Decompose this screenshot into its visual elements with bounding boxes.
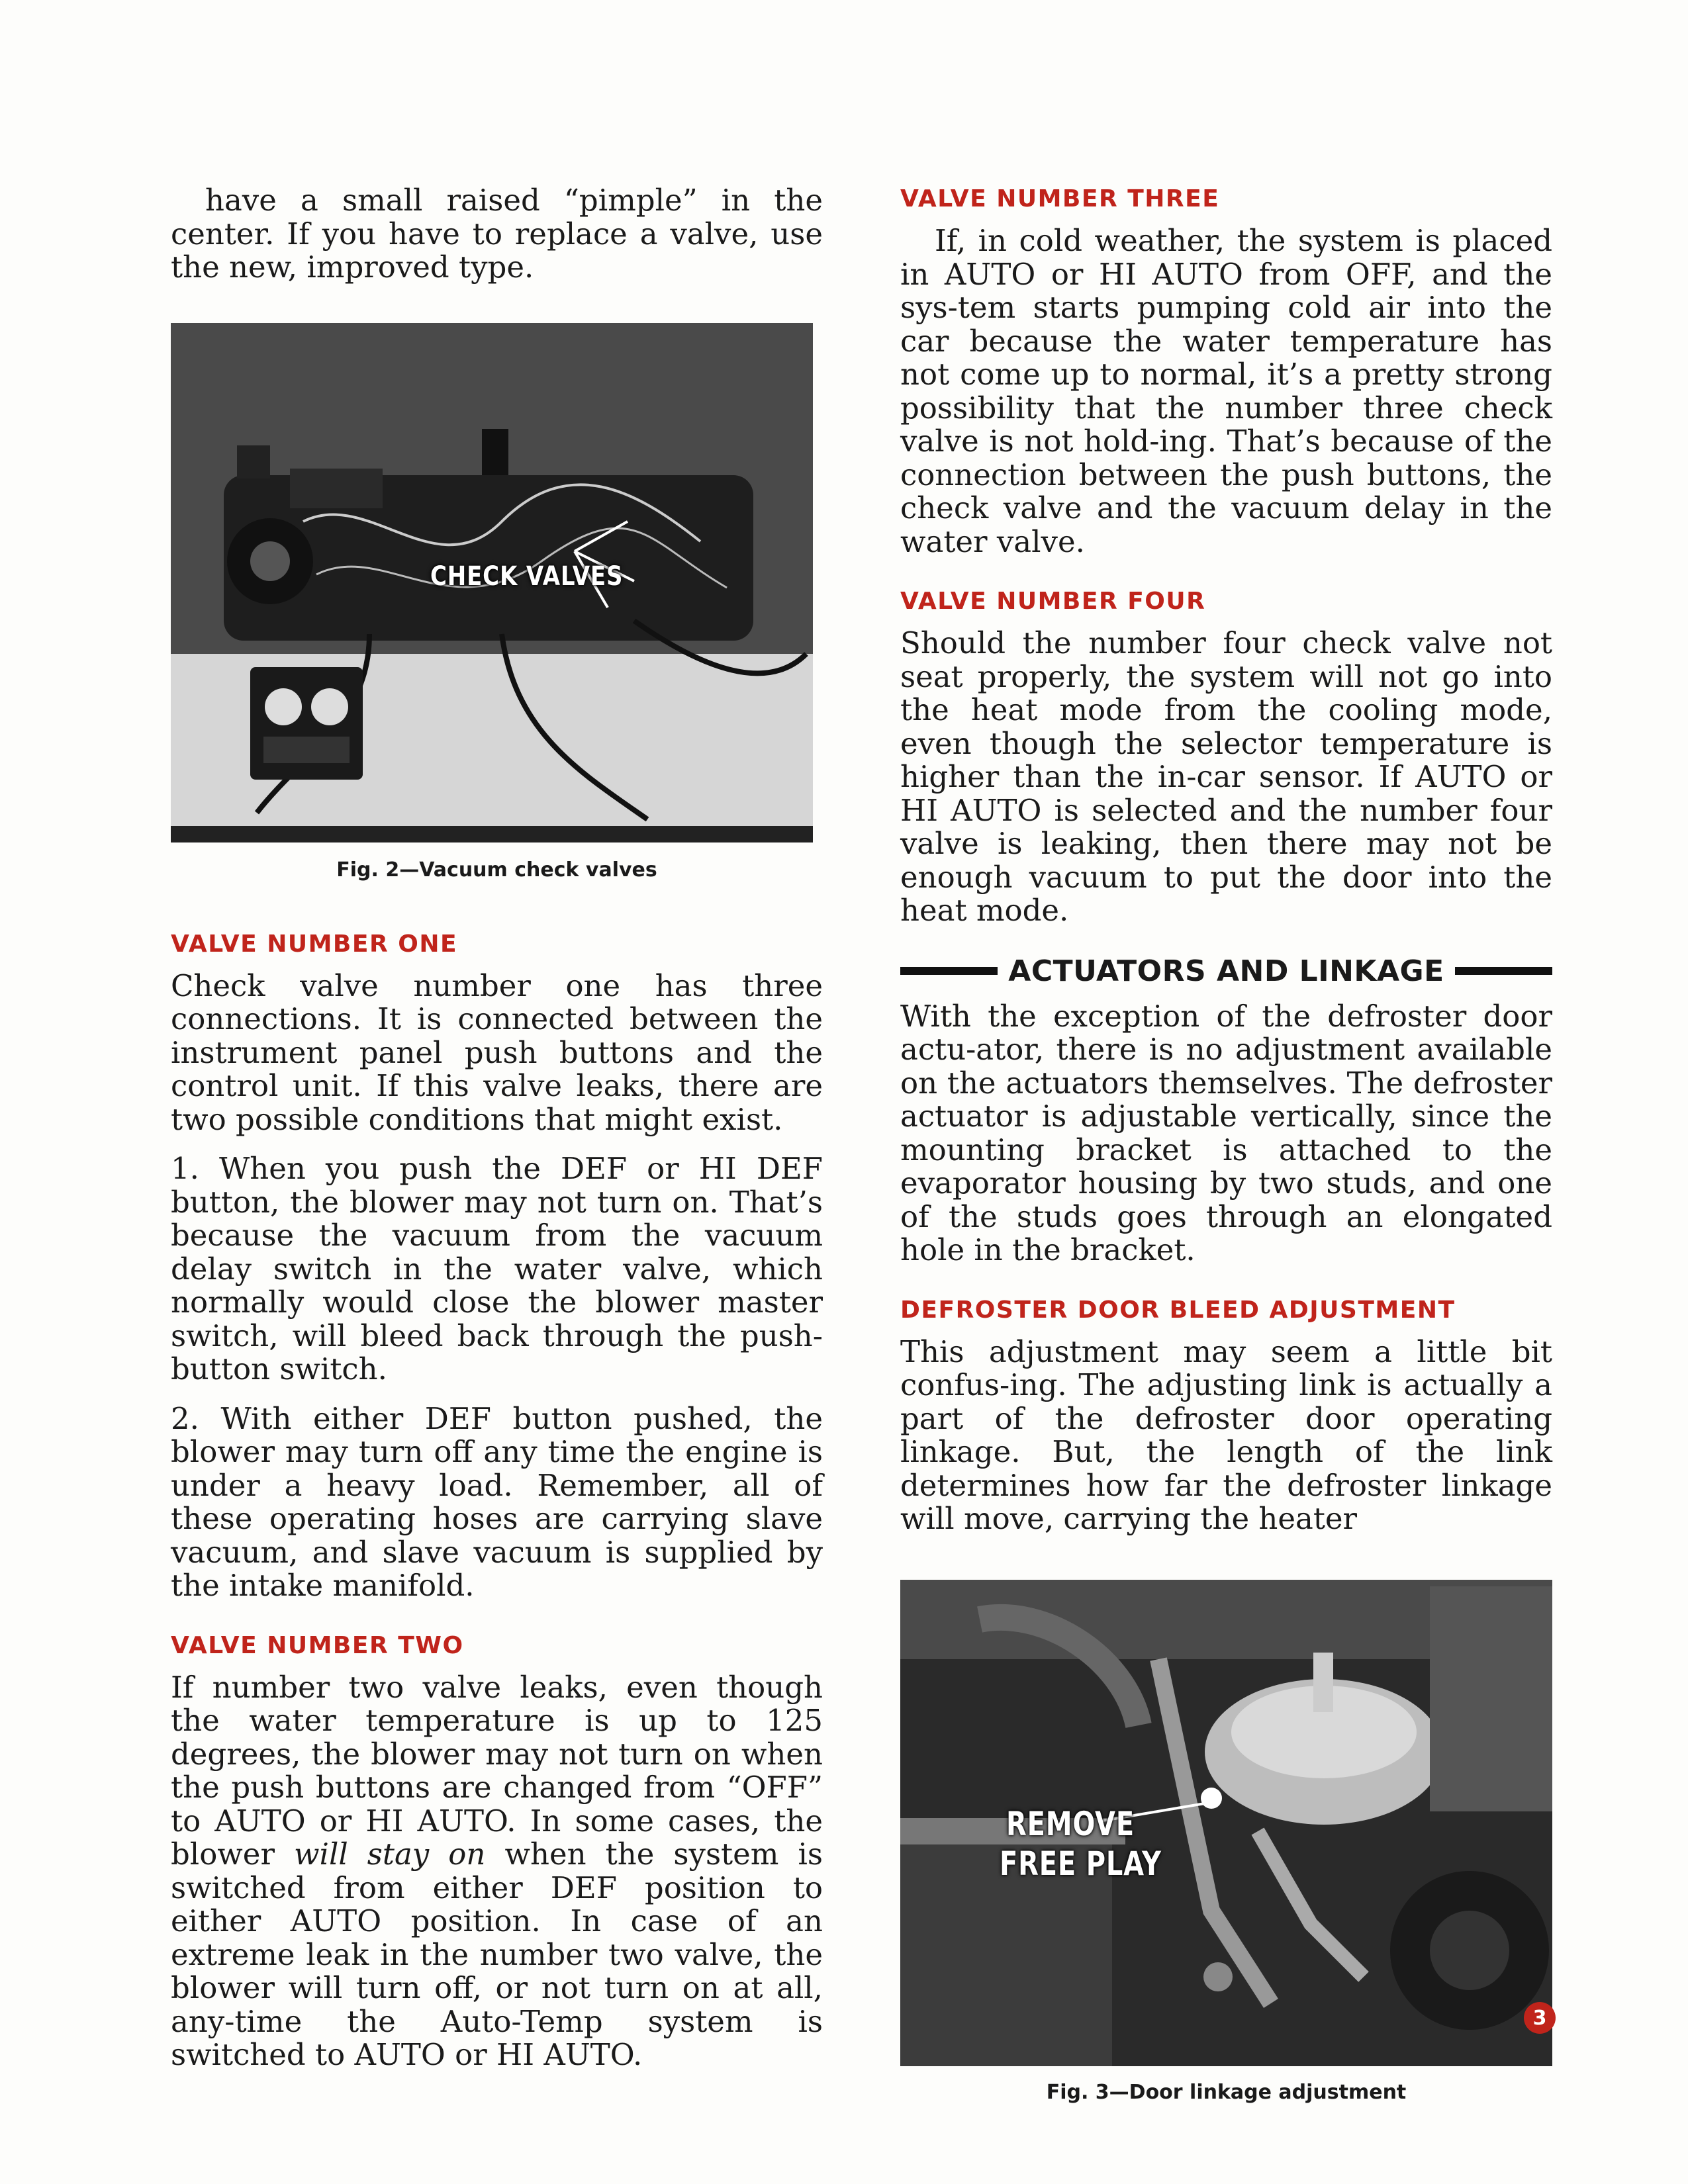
fig3-remove-label: REMOVE — [1006, 1804, 1135, 1843]
valve-one-p3: 2. With either DEF button pushed, the blower may turn off any time the engine is under a heavy load. Remember, all of these operating hoses are carrying slave vacuum, and slave vacuum is supplied by the intake manifold. — [171, 1400, 823, 1603]
actuators-heading-row — [900, 954, 1552, 988]
heading-rule-left — [900, 967, 998, 975]
intro-paragraph: have a small raised “pimple” in the center. If you have to replace a valve, use the new, improved type. — [171, 183, 823, 285]
right-column — [900, 184, 1552, 2104]
valve-one-p1: Check valve number one has three connections. It is connected between the instrument panel push buttons and the control unit. If this valve leaks, there are two possible conditions that might exist. — [171, 968, 823, 1137]
left-column — [171, 184, 823, 2088]
fig2-caption: Fig. 2—Vacuum check valves — [336, 858, 657, 882]
actuators-p1: With the exception of the defroster door actu-ator, there is no adjustment available on the actuators themselves. The defroster actuator is adjustable vertically, since the mounting bracket is attached to the evaporator housing by two studs, and one of the studs goes through an elongated hole in the bracket. — [900, 998, 1552, 1267]
heading-defroster: DEFROSTER DOOR BLEED ADJUSTMENT — [900, 1296, 1456, 1324]
heading-valve-one: VALVE NUMBER ONE — [171, 930, 458, 958]
fig3-caption: Fig. 3—Door linkage adjustment — [1046, 2080, 1407, 2104]
page-number-badge: 3 — [1524, 2002, 1556, 2034]
fig3-image — [900, 1580, 1552, 2066]
figure-2 — [171, 323, 823, 882]
valve-three-p1: If, in cold weather, the system is placed in AUTO or HI AUTO from OFF, and the sys-tem starts pumping cold air into the car because the water temperature has not come up to normal, it’s a pretty strong possibility that the number three check valve is not hold-ing. That’s because of the connection between the push buttons, the check valve and the vacuum delay in the water valve. — [900, 223, 1552, 559]
valve-two-p1-a: If number two valve leaks, even though the water temperature is up to 125 degrees, the blower may not turn on when the push buttons are changed from “OFF” to AUTO or HI AUTO. In some cases, the blower — [171, 1669, 823, 1872]
valve-one-p2: 1. When you push the DEF or HI DEF button, the blower may not turn on. That’s because the vacuum from the vacuum delay switch in the water valve, which normally would close the blower master switch, will bleed back through the push-button switch. — [171, 1151, 823, 1387]
fig3-photo — [900, 1580, 1552, 2066]
heading-valve-two: VALVE NUMBER TWO — [171, 1631, 464, 1659]
fig3-free-play-label: FREE PLAY — [1000, 1844, 1162, 1883]
valve-two-p1-b: when the system is switched from either DEF position to either AUTO position. In case of an extreme leak in the number two valve, the blower will turn off, or not turn on at all, any-time the Auto-Temp system is switched to AUTO or HI AUTO. — [171, 1837, 823, 2072]
figure-3 — [900, 1580, 1552, 2104]
heading-valve-four: VALVE NUMBER FOUR — [900, 588, 1206, 615]
valve-two-emphasis: will stay on — [294, 1837, 486, 1872]
defroster-p1: This adjustment may seem a little bit confus-ing. The adjusting link is actually a part of the defroster door operating linkage. But, the length of the link determines how far the defroster linkage will move, carrying the heater — [900, 1334, 1552, 1536]
valve-four-p1: Should the number four check valve not seat properly, the system will not go into the heat mode from the cooling mode, even though the selector temperature is higher than the in-car sensor. If AUTO or HI AUTO is selected and the number four valve is leaking, then there may not be enough vacuum to put the door into the heat mode. — [900, 625, 1552, 928]
heading-valve-three: VALVE NUMBER THREE — [900, 185, 1220, 212]
valve-two-p1 — [171, 1671, 823, 2072]
heading-rule-right — [1455, 967, 1552, 975]
fig2-check-valves-label: CHECK VALVES — [430, 561, 624, 592]
heading-actuators: ACTUATORS AND LINKAGE — [1008, 954, 1444, 988]
fig2-photo — [171, 323, 813, 842]
